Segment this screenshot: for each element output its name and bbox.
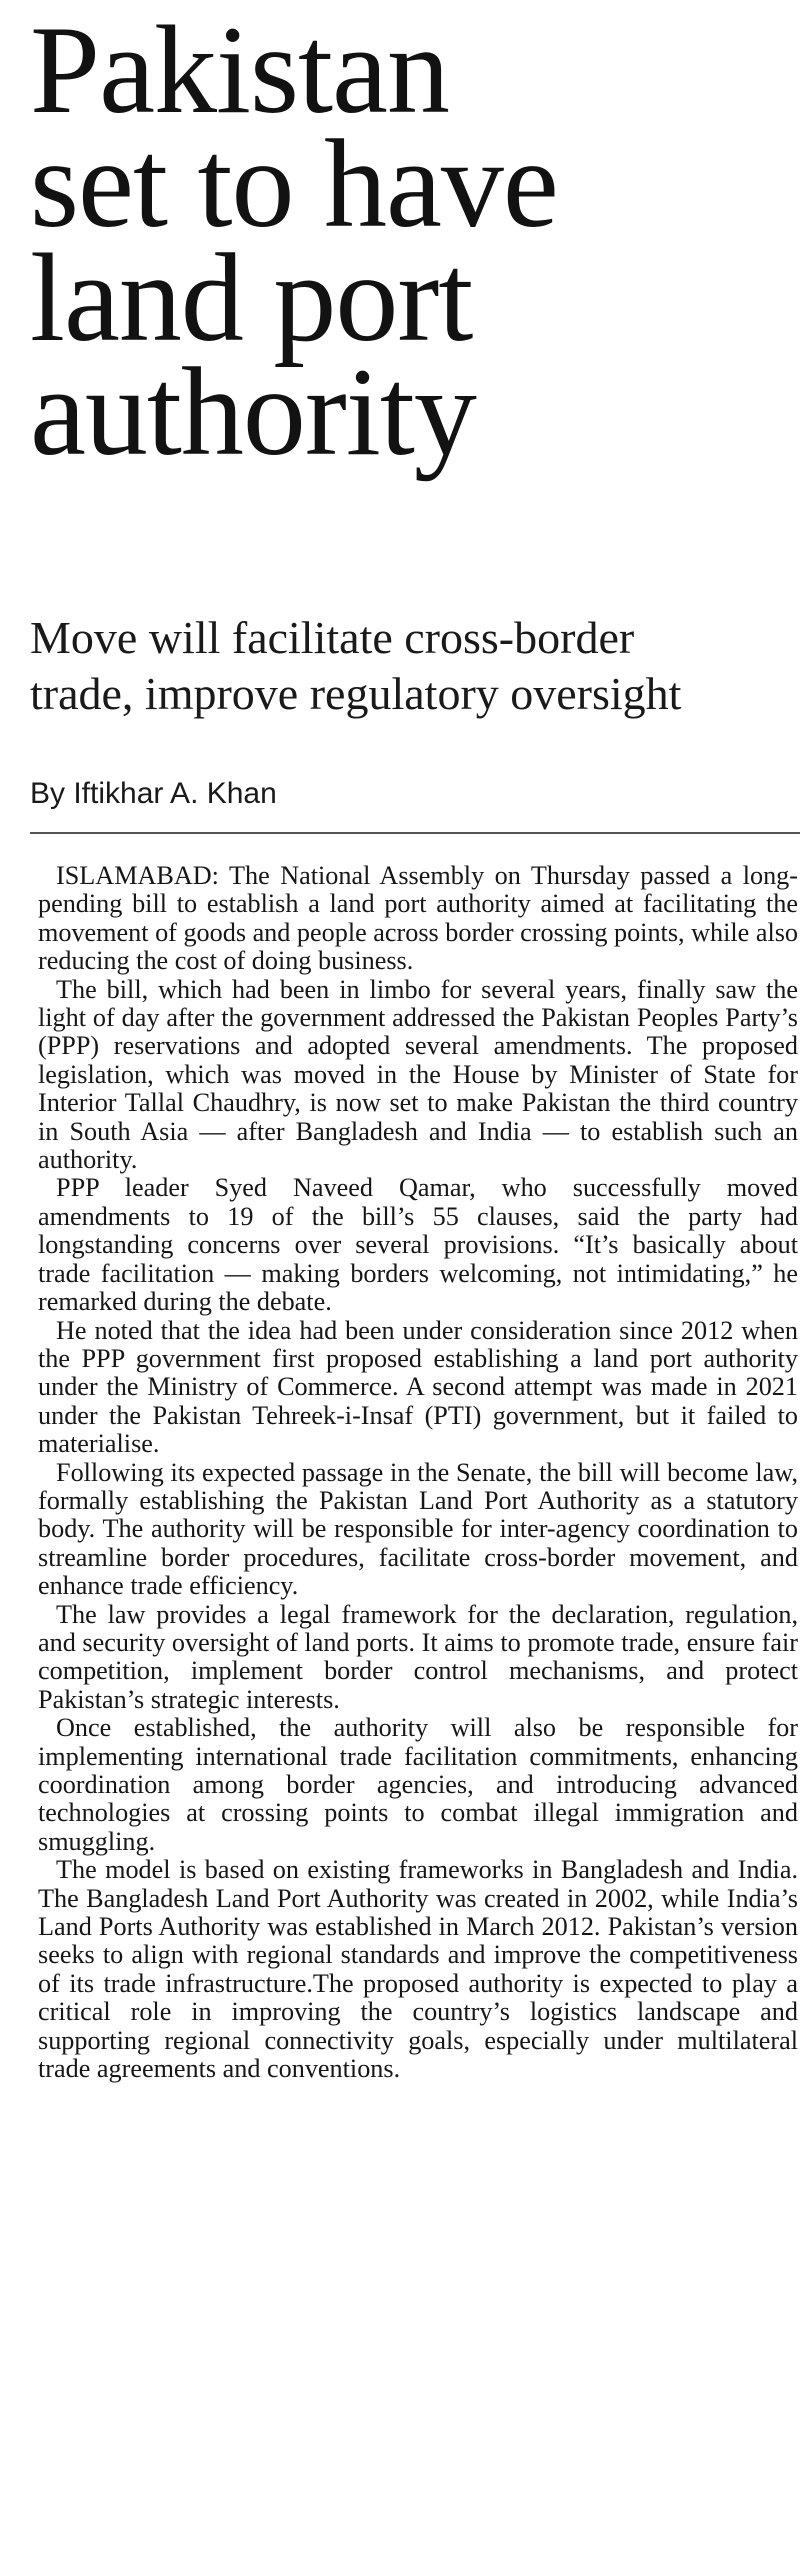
headline-line: authority	[30, 343, 476, 482]
article-byline: By Iftikhar A. Khan	[30, 777, 277, 810]
body-paragraph: Following its expected passage in the Senate, the bill will become law, formally establishing the Pakistan Land Port Authority as a statutory body. The authority will be responsible for inter-agency coordination to streamline border procedures, facilitate cross-border movement, and enhance trade efficiency.	[38, 1457, 798, 1601]
article-headline	[30, 1, 800, 482]
article-subheadline	[30, 610, 800, 722]
body-paragraph: PPP leader Syed Naveed Qamar, who successfully moved amendments to 19 of the bill’s 55 clauses, said the party had longstanding concerns over several provisions. “It’s basically about trade facilitation — making borders welcoming, not intimidating,” he remarked during the debate.	[38, 1173, 798, 1317]
body-paragraph: The model is based on existing frameworks in Bangladesh and India. The Bangladesh Land Port Authority was created in 2002, while India’s Land Ports Authority was established in March 2012. Pakistan’s version seeks to align with regional standards and improve the competitiveness of its trade infrastructure.The proposed authority is expected to play a critical role in improving the country’s logistics landscape and supporting regional connectivity goals, especially under multilateral trade agreements and conventions.	[38, 1855, 798, 2084]
byline-divider	[30, 832, 800, 834]
body-paragraph: ISLAMABAD: The National Assembly on Thursday passed a long-pending bill to establish a land port authority aimed at facilitating the movement of goods and people across border crossing points, while also reducing the cost of doing business.	[38, 861, 799, 976]
body-paragraph: He noted that the idea had been under consideration since 2012 when the PPP government first proposed establishing a land port authority under the Ministry of Commerce. A second attempt was made in 2021 under the Pakistan Tehreek-i-Insaf (PTI) government, but it failed to materialise.	[38, 1315, 798, 1459]
article-body	[38, 862, 798, 2083]
subhead-line: Move will facilitate cross-border	[30, 612, 635, 663]
body-paragraph: The law provides a legal framework for the declaration, regulation, and security oversight of land ports. It aims to promote trade, ensure fair competition, implement border control mechanisms, and protect Pakistan’s strategic interests.	[38, 1599, 798, 1714]
headline-line: land port	[30, 229, 473, 368]
headline-line: Pakistan	[30, 1, 449, 140]
body-paragraph: Once established, the authority will also be responsible for implementing international trade facilitation commitments, enhancing coordination among border agencies, and introducing advanced technologies at crossing points to combat illegal immigration and smuggling.	[38, 1713, 798, 1856]
headline-line: set to have	[30, 115, 558, 254]
body-paragraph: The bill, which had been in limbo for several years, finally saw the light of day after the government addressed the Pakistan Peoples Party’s (PPP) reservations and adopted several amendments. The proposed legislation, which was moved in the House by Minister of State for Interior Tallal Chaudhry, is now set to make Pakistan the third country in South Asia — after Bangladesh and India — to establish such an authority.	[38, 974, 798, 1175]
subhead-line: trade, improve regulatory oversight	[30, 668, 682, 719]
